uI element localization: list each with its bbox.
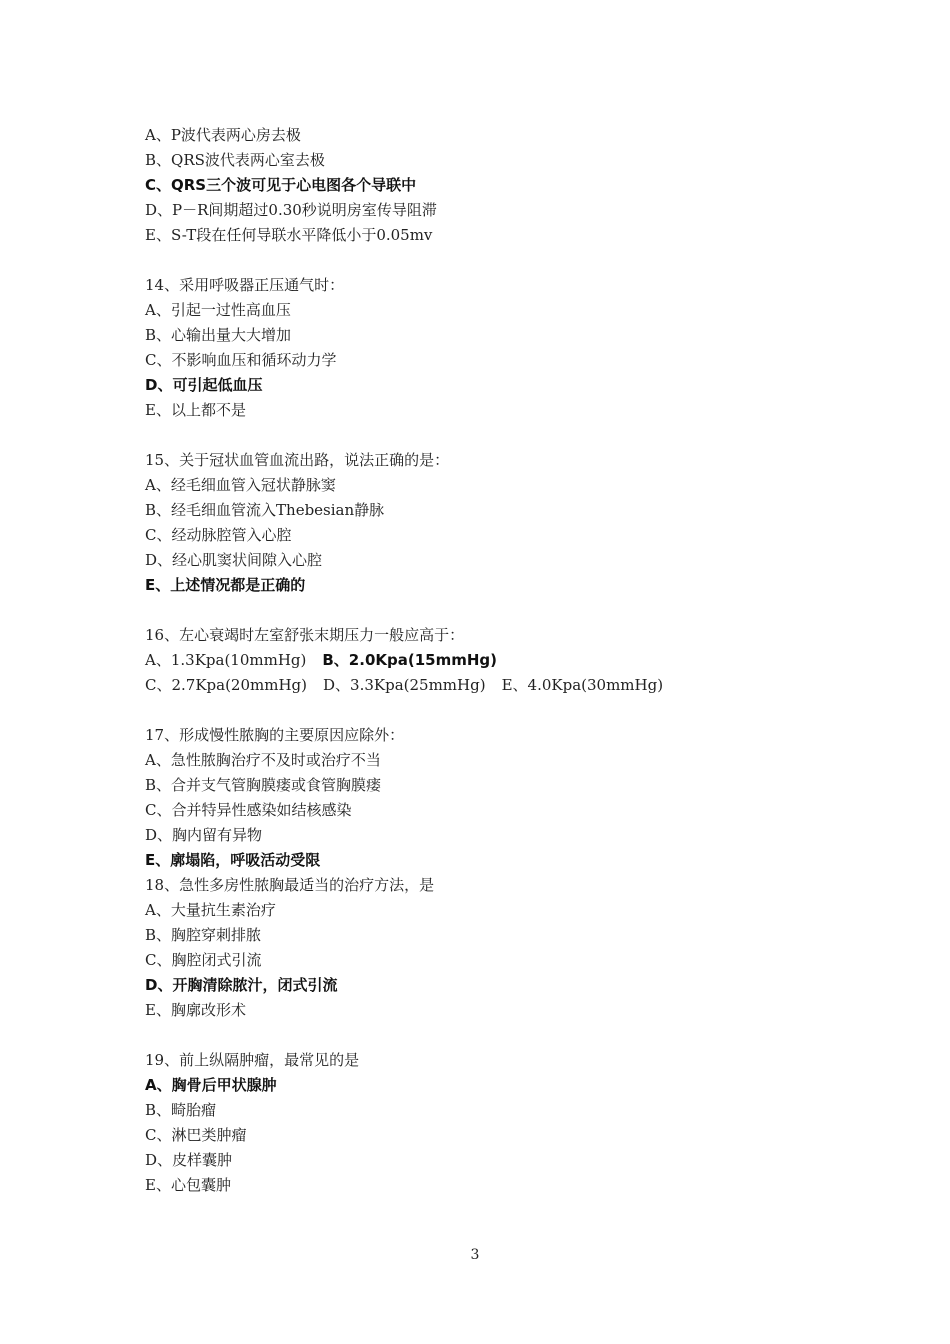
- q13-option-a: A、P波代表两心房去极: [145, 126, 301, 144]
- spacer: [145, 698, 845, 723]
- q15-stem: 15、关于冠状血管血流出路，说法正确的是：: [145, 451, 450, 469]
- q19-stem: 19、前上纵隔肿瘤，最常见的是: [145, 1051, 360, 1069]
- question-list: [145, 123, 845, 1198]
- q19-option-e: E、心包囊肿: [145, 1176, 231, 1194]
- q17-option-d: D、胸内留有异物: [145, 826, 263, 844]
- q18-option-b: B、胸腔穿刺排脓: [145, 926, 262, 944]
- q15-option-e-answer: E、上述情况都是正确的: [145, 576, 306, 594]
- q14-option-c: C、不影响血压和循环动力学: [145, 351, 337, 369]
- q18-option-a: A、大量抗生素治疗: [145, 901, 276, 919]
- q18-option-c: C、胸腔闭式引流: [145, 951, 262, 969]
- q19-option-c: C、淋巴类肿瘤: [145, 1126, 247, 1144]
- q16-stem: 16、左心衰竭时左室舒张末期压力一般应高于：: [145, 626, 465, 644]
- q13-option-c-answer: C、QRS三个波可见于心电图各个导联中: [145, 176, 417, 194]
- q13-option-b: B、QRS波代表两心室去极: [145, 151, 325, 169]
- q16-option-e: E、4.0Kpa(30mmHg): [501, 676, 664, 694]
- page-number: 3: [470, 1247, 480, 1263]
- q14-option-a: A、引起一过性高血压: [145, 301, 291, 319]
- q14-option-e: E、以上都不是: [145, 401, 246, 419]
- q15-option-a: A、经毛细血管入冠状静脉窦: [145, 476, 336, 494]
- spacer: [145, 598, 845, 623]
- q17-option-b: B、合并支气管胸膜瘘或食管胸膜瘘: [145, 776, 382, 794]
- q19-option-b: B、畸胎瘤: [145, 1101, 217, 1119]
- q15-option-b: B、经毛细血管流入Thebesian静脉: [145, 501, 385, 519]
- spacer: [145, 248, 845, 273]
- q18-stem: 18、急性多房性脓胸最适当的治疗方法，是: [145, 876, 435, 894]
- q14-stem: 14、采用呼吸器正压通气时：: [145, 276, 345, 294]
- q13-option-d: D、P－R间期超过0.30秒说明房室传导阻滞: [145, 201, 437, 219]
- q19-option-d: D、皮样囊肿: [145, 1151, 233, 1169]
- q16-option-a: A、1.3Kpa(10mmHg): [145, 651, 307, 669]
- q15-option-d: D、经心肌窦状间隙入心腔: [145, 551, 323, 569]
- q17-option-a: A、急性脓胸治疗不及时或治疗不当: [145, 751, 381, 769]
- q17-option-c: C、合并特异性感染如结核感染: [145, 801, 352, 819]
- q17-stem: 17、形成慢性脓胸的主要原因应除外：: [145, 726, 405, 744]
- q18-option-e: E、胸廓改形术: [145, 1001, 246, 1019]
- q16-option-c: C、2.7Kpa(20mmHg): [145, 676, 308, 694]
- q15-option-c: C、经动脉腔管入心腔: [145, 526, 292, 544]
- q16-option-b-answer: B、2.0Kpa(15mmHg): [322, 651, 497, 669]
- q16-options-row-1: [145, 648, 845, 673]
- spacer: [145, 423, 845, 448]
- q14-option-b: B、心输出量大大增加: [145, 326, 292, 344]
- q13-option-e: E、S-T段在任何导联水平降低小于0.05mv: [145, 226, 433, 244]
- q14-option-d-answer: D、可引起低血压: [145, 376, 263, 394]
- q19-option-a-answer: A、胸骨后甲状腺肿: [145, 1076, 277, 1094]
- spacer: [145, 1023, 845, 1048]
- q16-options-row-2: [145, 673, 845, 698]
- q18-option-d-answer: D、开胸清除脓汁，闭式引流: [145, 976, 338, 994]
- q16-option-d: D、3.3Kpa(25mmHg): [323, 676, 486, 694]
- q17-option-e-answer: E、廓塌陷，呼吸活动受限: [145, 851, 321, 869]
